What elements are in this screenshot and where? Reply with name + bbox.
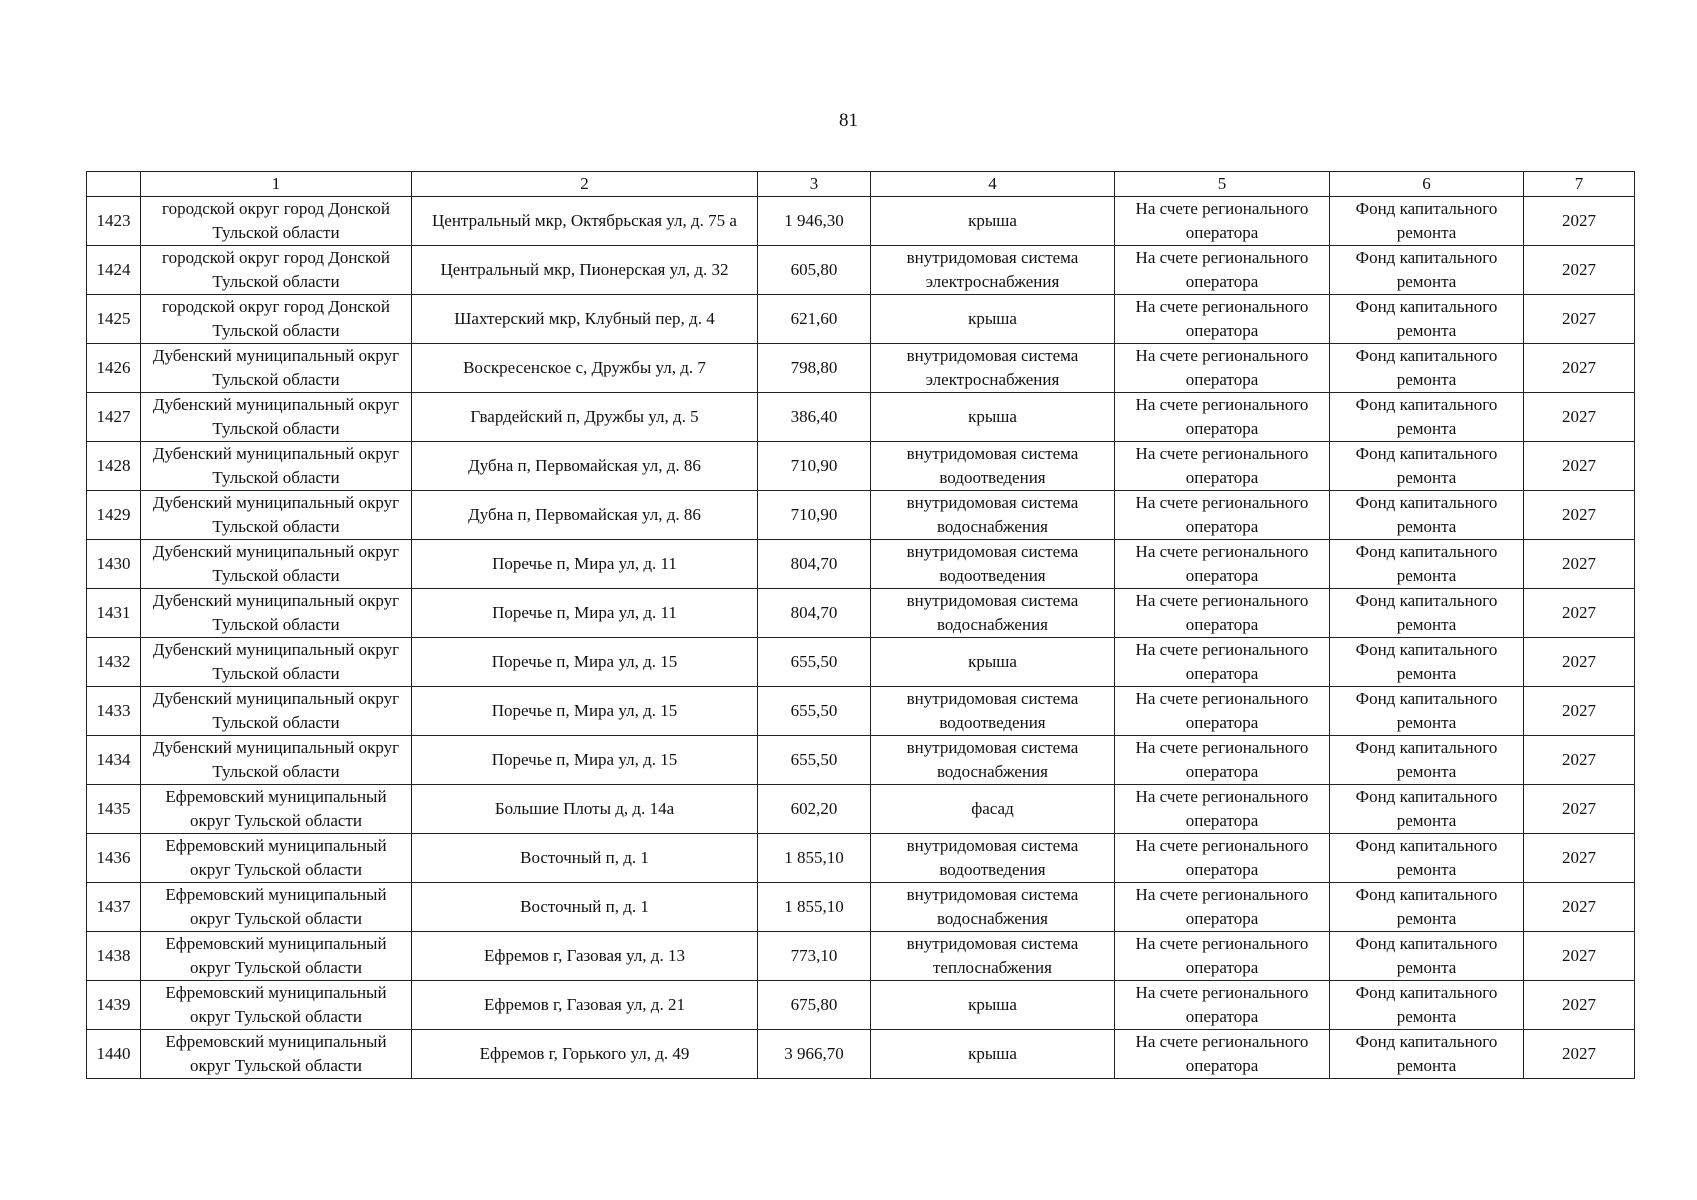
municipality-cell: городской округ город Донской Тульской области: [141, 197, 412, 246]
address-cell: Ефремов г, Горького ул, д. 49: [412, 1030, 758, 1079]
header-cell: [87, 172, 141, 197]
table-row: [87, 344, 1635, 393]
row-number-cell: 1433: [87, 687, 141, 736]
row-number-cell: 1423: [87, 197, 141, 246]
year-cell: 2027: [1524, 295, 1635, 344]
address-cell: Центральный мкр, Октябрьская ул, д. 75 а: [412, 197, 758, 246]
year-cell: 2027: [1524, 883, 1635, 932]
work-type-cell: внутридомовая система водоснабжения: [871, 491, 1115, 540]
municipality-cell: городской округ город Донской Тульской области: [141, 295, 412, 344]
table-row: [87, 1030, 1635, 1079]
area-cell: 655,50: [758, 687, 871, 736]
address-cell: Дубна п, Первомайская ул, д. 86: [412, 491, 758, 540]
funding-source-cell: Фонд капитального ремонта: [1330, 1030, 1524, 1079]
area-cell: 1 946,30: [758, 197, 871, 246]
header-cell: 6: [1330, 172, 1524, 197]
table-row: [87, 883, 1635, 932]
funding-source-cell: Фонд капитального ремонта: [1330, 785, 1524, 834]
account-cell: На счете регионального оператора: [1115, 344, 1330, 393]
address-cell: Поречье п, Мира ул, д. 15: [412, 638, 758, 687]
table-row: [87, 540, 1635, 589]
row-number-cell: 1430: [87, 540, 141, 589]
year-cell: 2027: [1524, 638, 1635, 687]
area-cell: 621,60: [758, 295, 871, 344]
area-cell: 675,80: [758, 981, 871, 1030]
account-cell: На счете регионального оператора: [1115, 687, 1330, 736]
account-cell: На счете регионального оператора: [1115, 393, 1330, 442]
table-row: [87, 393, 1635, 442]
work-type-cell: внутридомовая система водоснабжения: [871, 589, 1115, 638]
area-cell: 3 966,70: [758, 1030, 871, 1079]
row-number-cell: 1429: [87, 491, 141, 540]
year-cell: 2027: [1524, 393, 1635, 442]
row-number-cell: 1437: [87, 883, 141, 932]
funding-source-cell: Фонд капитального ремонта: [1330, 246, 1524, 295]
table-row: [87, 491, 1635, 540]
account-cell: На счете регионального оператора: [1115, 981, 1330, 1030]
address-cell: Поречье п, Мира ул, д. 15: [412, 736, 758, 785]
funding-source-cell: Фонд капитального ремонта: [1330, 295, 1524, 344]
row-number-cell: 1439: [87, 981, 141, 1030]
header-cell: 4: [871, 172, 1115, 197]
municipality-cell: Дубенский муниципальный округ Тульской области: [141, 736, 412, 785]
work-type-cell: внутридомовая система водоотведения: [871, 442, 1115, 491]
year-cell: 2027: [1524, 932, 1635, 981]
account-cell: На счете регионального оператора: [1115, 589, 1330, 638]
table-row: [87, 246, 1635, 295]
year-cell: 2027: [1524, 540, 1635, 589]
year-cell: 2027: [1524, 246, 1635, 295]
table-row: [87, 981, 1635, 1030]
municipality-cell: Дубенский муниципальный округ Тульской области: [141, 442, 412, 491]
funding-source-cell: Фонд капитального ремонта: [1330, 687, 1524, 736]
area-cell: 655,50: [758, 638, 871, 687]
work-type-cell: внутридомовая система водоотведения: [871, 540, 1115, 589]
funding-source-cell: Фонд капитального ремонта: [1330, 344, 1524, 393]
funding-source-cell: Фонд капитального ремонта: [1330, 932, 1524, 981]
table-row: [87, 687, 1635, 736]
row-number-cell: 1436: [87, 834, 141, 883]
address-cell: Восточный п, д. 1: [412, 883, 758, 932]
year-cell: 2027: [1524, 589, 1635, 638]
municipality-cell: городской округ город Донской Тульской области: [141, 246, 412, 295]
funding-source-cell: Фонд капитального ремонта: [1330, 981, 1524, 1030]
account-cell: На счете регионального оператора: [1115, 834, 1330, 883]
table-row: [87, 295, 1635, 344]
funding-source-cell: Фонд капитального ремонта: [1330, 442, 1524, 491]
table-row: [87, 589, 1635, 638]
row-number-cell: 1438: [87, 932, 141, 981]
work-type-cell: внутридомовая система электроснабжения: [871, 344, 1115, 393]
work-type-cell: крыша: [871, 1030, 1115, 1079]
account-cell: На счете регионального оператора: [1115, 932, 1330, 981]
year-cell: 2027: [1524, 197, 1635, 246]
account-cell: На счете регионального оператора: [1115, 1030, 1330, 1079]
funding-source-cell: Фонд капитального ремонта: [1330, 638, 1524, 687]
municipality-cell: Ефремовский муниципальный округ Тульской области: [141, 1030, 412, 1079]
area-cell: 710,90: [758, 491, 871, 540]
work-type-cell: фасад: [871, 785, 1115, 834]
account-cell: На счете регионального оператора: [1115, 883, 1330, 932]
area-cell: 773,10: [758, 932, 871, 981]
municipality-cell: Дубенский муниципальный округ Тульской области: [141, 393, 412, 442]
municipality-cell: Дубенский муниципальный округ Тульской области: [141, 540, 412, 589]
account-cell: На счете регионального оператора: [1115, 491, 1330, 540]
account-cell: На счете регионального оператора: [1115, 295, 1330, 344]
municipality-cell: Ефремовский муниципальный округ Тульской области: [141, 932, 412, 981]
header-cell: 5: [1115, 172, 1330, 197]
account-cell: На счете регионального оператора: [1115, 442, 1330, 491]
header-cell: 2: [412, 172, 758, 197]
account-cell: На счете регионального оператора: [1115, 246, 1330, 295]
funding-source-cell: Фонд капитального ремонта: [1330, 197, 1524, 246]
address-cell: Центральный мкр, Пионерская ул, д. 32: [412, 246, 758, 295]
table-row: [87, 932, 1635, 981]
address-cell: Шахтерский мкр, Клубный пер, д. 4: [412, 295, 758, 344]
municipality-cell: Ефремовский муниципальный округ Тульской области: [141, 834, 412, 883]
address-cell: Гвардейский п, Дружбы ул, д. 5: [412, 393, 758, 442]
year-cell: 2027: [1524, 1030, 1635, 1079]
year-cell: 2027: [1524, 491, 1635, 540]
table-row: [87, 736, 1635, 785]
funding-source-cell: Фонд капитального ремонта: [1330, 393, 1524, 442]
area-cell: 386,40: [758, 393, 871, 442]
work-type-cell: внутридомовая система электроснабжения: [871, 246, 1115, 295]
work-type-cell: крыша: [871, 981, 1115, 1030]
municipality-cell: Дубенский муниципальный округ Тульской области: [141, 491, 412, 540]
area-cell: 605,80: [758, 246, 871, 295]
municipality-cell: Ефремовский муниципальный округ Тульской области: [141, 785, 412, 834]
municipality-cell: Дубенский муниципальный округ Тульской области: [141, 589, 412, 638]
row-number-cell: 1431: [87, 589, 141, 638]
header-cell: 7: [1524, 172, 1635, 197]
table-row: [87, 834, 1635, 883]
table-row: [87, 638, 1635, 687]
header-cell: 1: [141, 172, 412, 197]
municipality-cell: Дубенский муниципальный округ Тульской области: [141, 344, 412, 393]
account-cell: На счете регионального оператора: [1115, 785, 1330, 834]
header-cell: 3: [758, 172, 871, 197]
row-number-cell: 1425: [87, 295, 141, 344]
row-number-cell: 1427: [87, 393, 141, 442]
area-cell: 655,50: [758, 736, 871, 785]
area-cell: 1 855,10: [758, 883, 871, 932]
account-cell: На счете регионального оператора: [1115, 736, 1330, 785]
funding-source-cell: Фонд капитального ремонта: [1330, 736, 1524, 785]
area-cell: 798,80: [758, 344, 871, 393]
year-cell: 2027: [1524, 344, 1635, 393]
funding-source-cell: Фонд капитального ремонта: [1330, 589, 1524, 638]
work-type-cell: крыша: [871, 197, 1115, 246]
row-number-cell: 1426: [87, 344, 141, 393]
funding-source-cell: Фонд капитального ремонта: [1330, 540, 1524, 589]
work-type-cell: внутридомовая система теплоснабжения: [871, 932, 1115, 981]
table-row: [87, 442, 1635, 491]
account-cell: На счете регионального оператора: [1115, 197, 1330, 246]
row-number-cell: 1432: [87, 638, 141, 687]
row-number-cell: 1434: [87, 736, 141, 785]
row-number-cell: 1435: [87, 785, 141, 834]
address-cell: Ефремов г, Газовая ул, д. 21: [412, 981, 758, 1030]
funding-source-cell: Фонд капитального ремонта: [1330, 834, 1524, 883]
work-type-cell: крыша: [871, 638, 1115, 687]
address-cell: Дубна п, Первомайская ул, д. 86: [412, 442, 758, 491]
row-number-cell: 1440: [87, 1030, 141, 1079]
row-number-cell: 1424: [87, 246, 141, 295]
municipality-cell: Ефремовский муниципальный округ Тульской области: [141, 883, 412, 932]
table-body: [87, 197, 1635, 1079]
year-cell: 2027: [1524, 442, 1635, 491]
year-cell: 2027: [1524, 736, 1635, 785]
area-cell: 710,90: [758, 442, 871, 491]
year-cell: 2027: [1524, 834, 1635, 883]
municipality-cell: Дубенский муниципальный округ Тульской области: [141, 687, 412, 736]
area-cell: 1 855,10: [758, 834, 871, 883]
work-type-cell: внутридомовая система водоотведения: [871, 687, 1115, 736]
area-cell: 804,70: [758, 589, 871, 638]
area-cell: 804,70: [758, 540, 871, 589]
municipality-cell: Ефремовский муниципальный округ Тульской области: [141, 981, 412, 1030]
year-cell: 2027: [1524, 785, 1635, 834]
address-cell: Ефремов г, Газовая ул, д. 13: [412, 932, 758, 981]
address-cell: Воскресенское с, Дружбы ул, д. 7: [412, 344, 758, 393]
work-type-cell: крыша: [871, 393, 1115, 442]
repair-schedule-table: [86, 171, 1635, 1079]
address-cell: Восточный п, д. 1: [412, 834, 758, 883]
year-cell: 2027: [1524, 981, 1635, 1030]
account-cell: На счете регионального оператора: [1115, 540, 1330, 589]
page-number: 81: [839, 110, 858, 131]
work-type-cell: внутридомовая система водоснабжения: [871, 883, 1115, 932]
work-type-cell: внутридомовая система водоснабжения: [871, 736, 1115, 785]
address-cell: Поречье п, Мира ул, д. 11: [412, 540, 758, 589]
address-cell: Большие Плоты д, д. 14а: [412, 785, 758, 834]
work-type-cell: крыша: [871, 295, 1115, 344]
account-cell: На счете регионального оператора: [1115, 638, 1330, 687]
table-row: [87, 197, 1635, 246]
address-cell: Поречье п, Мира ул, д. 15: [412, 687, 758, 736]
area-cell: 602,20: [758, 785, 871, 834]
funding-source-cell: Фонд капитального ремонта: [1330, 883, 1524, 932]
work-type-cell: внутридомовая система водоотведения: [871, 834, 1115, 883]
column-number-header-row: [87, 172, 1635, 197]
table-row: [87, 785, 1635, 834]
municipality-cell: Дубенский муниципальный округ Тульской области: [141, 638, 412, 687]
year-cell: 2027: [1524, 687, 1635, 736]
address-cell: Поречье п, Мира ул, д. 11: [412, 589, 758, 638]
row-number-cell: 1428: [87, 442, 141, 491]
funding-source-cell: Фонд капитального ремонта: [1330, 491, 1524, 540]
